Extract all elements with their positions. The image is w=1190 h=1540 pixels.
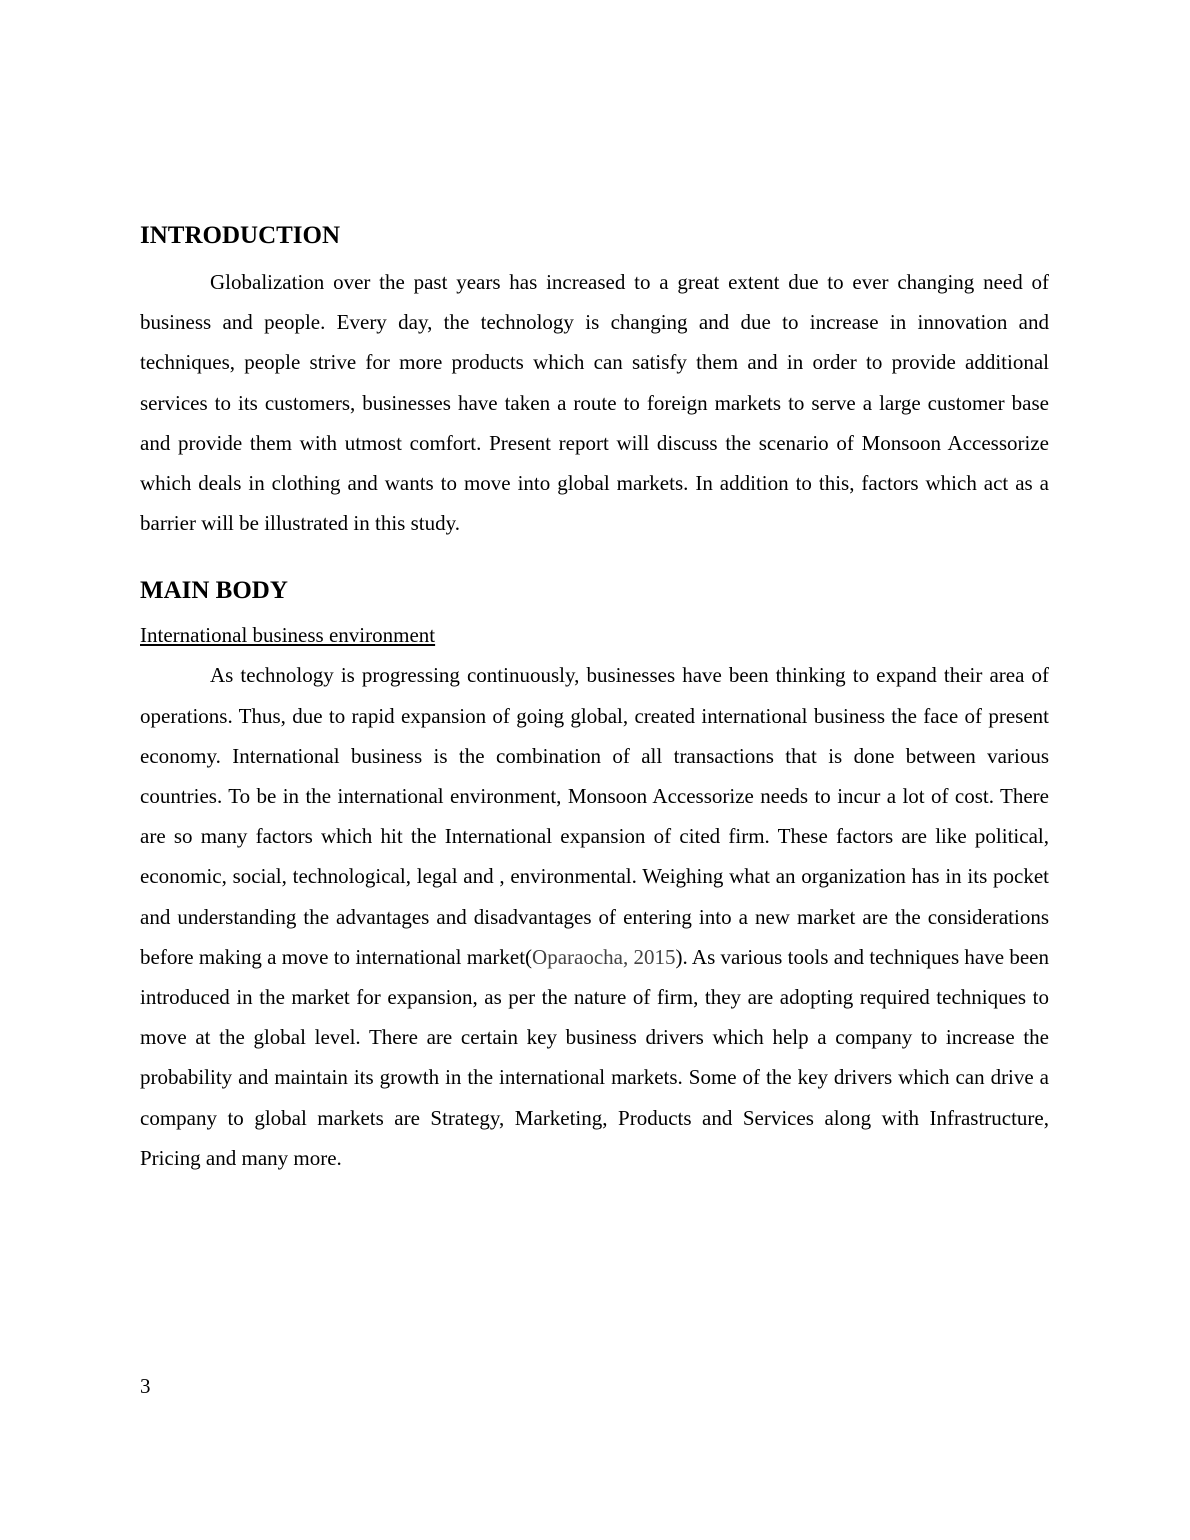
introduction-heading: INTRODUCTION xyxy=(140,222,341,249)
citation-oparaocha[interactable]: Oparaocha, 2015 xyxy=(532,944,676,969)
page-content xyxy=(140,218,1049,1178)
page-number: 3 xyxy=(140,1374,151,1398)
main-body-heading: MAIN BODY xyxy=(140,577,288,605)
international-business-subheading: International business environment xyxy=(140,623,436,648)
introduction-paragraph: Globalization over the past years has increased to a great extent due to ever changing need of business and people. Every day, the technology is changing and due to increase in innovation and techniques, people strive for more products which can satisfy them and in order to provide additional services to its customers, businesses have taken a route to foreign markets to serve a large customer base and provide them with utmost comfort. Present report will discuss the scenario of Monsoon Accessorize which deals in clothing and wants to move into global markets. In addition to this, factors which act as a barrier will be illustrated in this study. xyxy=(140,270,1049,536)
main-body-text-before-citation: As technology is progressing continuously, businesses have been thinking to expand their area of operations. Thus, due to rapid expansion of going global, created international business the face of present economy. International business is the combination of all transactions that is done between various countries. To be in the international environment, Monsoon Accessorize needs to incur a lot of cost. There are so many factors which hit the International expansion of cited firm. These factors are like political, economic, social, technological, legal and , environmental. Weighing what an organization has in its pocket and understanding the advantages and disadvantages of entering into a new market are the considerations before making a move to international market( xyxy=(140,663,1049,969)
main-body-paragraph xyxy=(140,655,1049,1178)
main-body-text-after-citation: ). As various tools and techniques have been introduced in the market for expansion, as per the nature of firm, they are adopting required techniques to move at the global level. There are certain key business drivers which help a company to increase the probability and maintain its growth in the international markets. Some of the key drivers which can drive a company to global markets are Strategy, Marketing, Products and Services along with Infrastructure, Pricing and many more. xyxy=(140,944,1049,1170)
